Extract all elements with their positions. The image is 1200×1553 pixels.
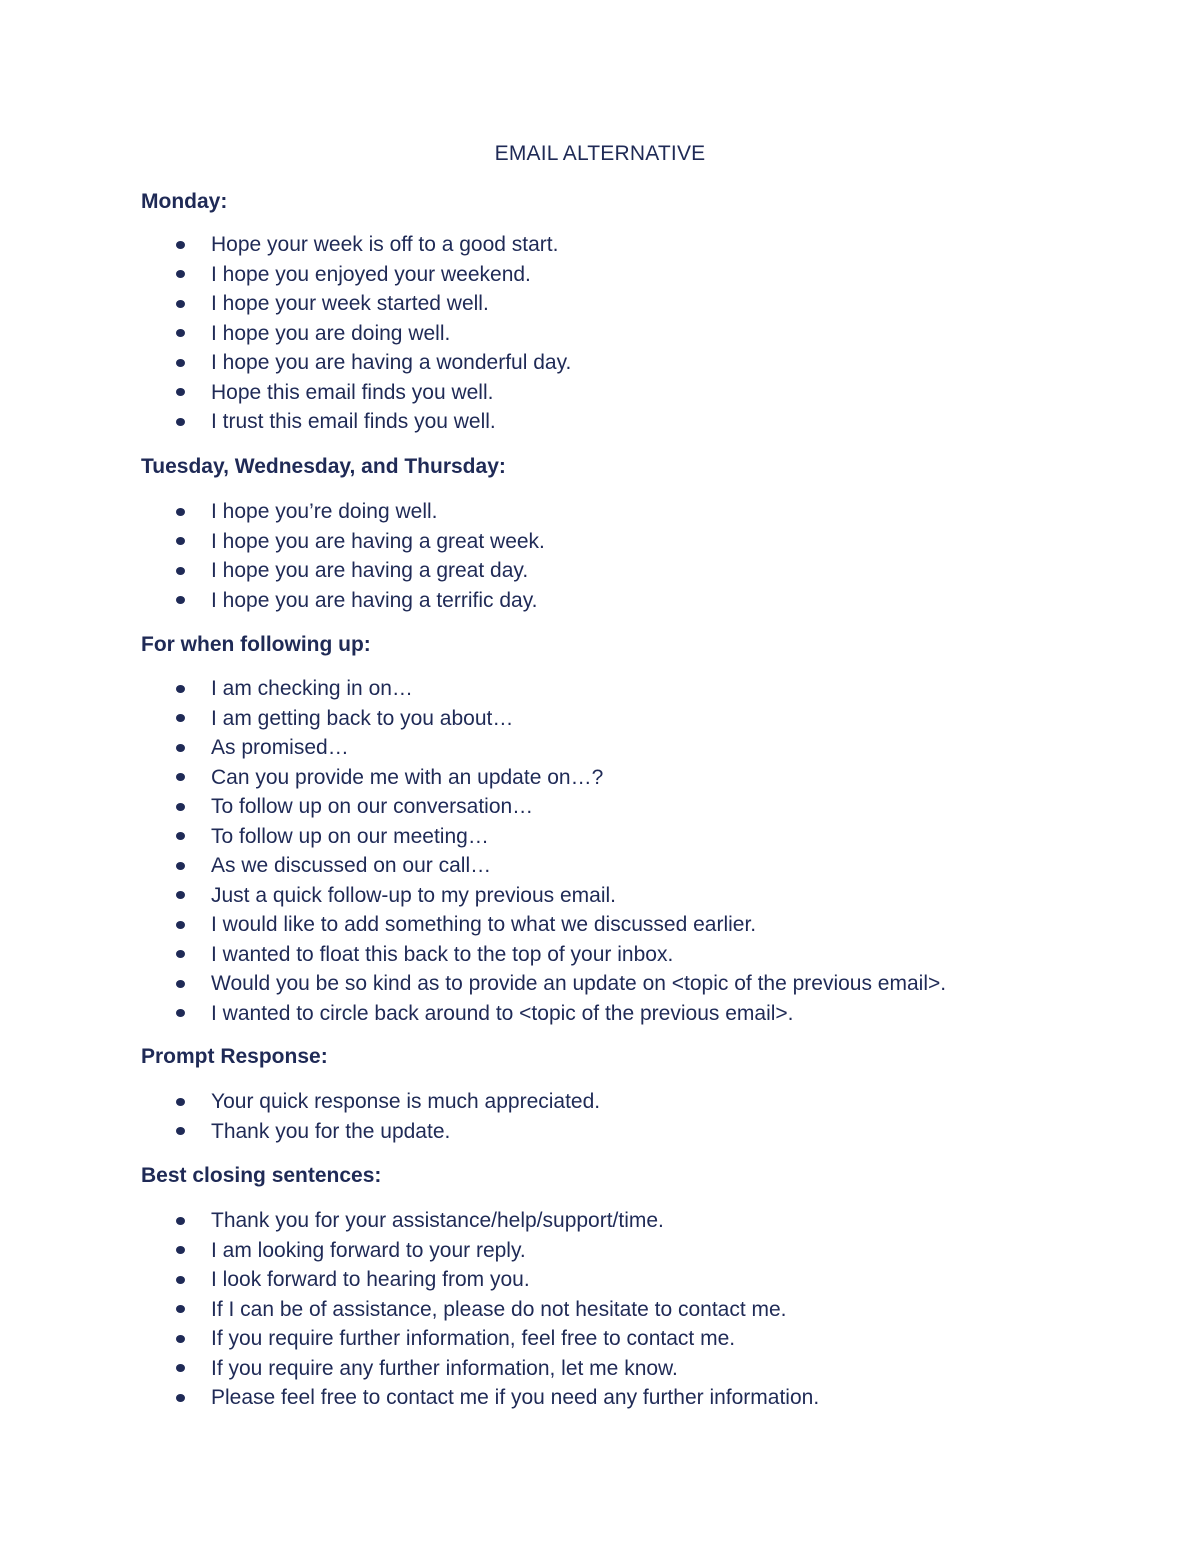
list-item (141, 1117, 600, 1147)
list-item-text: I hope you are having a wonderful day. (211, 351, 572, 374)
list-item-text: I hope you are having a great week. (211, 529, 545, 553)
list-prompt-response (141, 1087, 600, 1146)
list-item-text: I am getting back to you about… (211, 706, 514, 730)
bullet-icon (176, 1394, 185, 1402)
list-item-text: I am checking in on… (211, 677, 413, 700)
bullet-icon (176, 329, 185, 337)
list-item (141, 1324, 819, 1354)
section-heading-prompt-response: Prompt Response: (141, 1045, 328, 1068)
bullet-icon (176, 270, 185, 278)
bullet-icon (176, 921, 185, 929)
bullet-icon (176, 714, 185, 722)
list-item-text: I hope your week started well. (211, 292, 489, 315)
list-item-text: I trust this email finds you well. (211, 410, 496, 433)
bullet-icon (176, 1305, 185, 1313)
document-title: EMAIL ALTERNATIVE (494, 142, 706, 165)
bullet-icon (176, 418, 185, 426)
bullet-icon (176, 241, 185, 249)
list-item (141, 704, 946, 734)
bullet-icon (176, 1335, 185, 1343)
list-item-text: I am looking forward to your reply. (211, 1238, 526, 1262)
bullet-icon (176, 980, 185, 988)
list-item (141, 289, 571, 319)
list-item-text: If you require further information, feel free to contact me. (211, 1327, 736, 1350)
bullet-icon (176, 567, 185, 575)
list-followup (141, 674, 946, 1028)
section-followup (141, 631, 1101, 1025)
list-item-text: I hope you are doing well. (211, 321, 451, 345)
list-midweek (141, 497, 545, 615)
list-closing-sentences (141, 1206, 819, 1413)
list-item-text: If I can be of assistance, please do not hesitate to contact me. (211, 1297, 787, 1321)
bullet-icon (176, 832, 185, 840)
list-item-text: If you require any further information, let me know. (211, 1356, 678, 1380)
list-item (141, 999, 946, 1029)
bullet-icon (176, 537, 185, 545)
bullet-icon (176, 1127, 185, 1135)
list-item (141, 407, 571, 437)
list-item-text: Please feel free to contact me if you need any further information. (211, 1386, 820, 1409)
bullet-icon (176, 388, 185, 396)
bullet-icon (176, 596, 185, 604)
list-item-text: Thank you for the update. (211, 1119, 451, 1143)
bullet-icon (176, 1009, 185, 1017)
bullet-icon (176, 1364, 185, 1372)
list-item-text: Hope your week is off to a good start. (211, 233, 559, 256)
list-item (141, 260, 571, 290)
bullet-icon (176, 773, 185, 781)
list-item-text: To follow up on our meeting… (211, 824, 489, 848)
list-item (141, 1236, 819, 1266)
list-item (141, 674, 946, 704)
list-item-text: I look forward to hearing from you. (211, 1268, 530, 1291)
list-item (141, 230, 571, 260)
list-item-text: To follow up on our conversation… (211, 795, 534, 818)
bullet-icon (176, 803, 185, 811)
bullet-icon (176, 891, 185, 899)
list-item (141, 586, 545, 616)
list-item (141, 348, 571, 378)
list-item (141, 497, 545, 527)
list-item (141, 792, 946, 822)
section-monday (141, 188, 1101, 433)
list-item-text: I hope you’re doing well. (211, 500, 438, 523)
bullet-icon (176, 685, 185, 693)
list-item-text: I hope you are having a great day. (211, 559, 529, 582)
list-item (141, 910, 946, 940)
list-item (141, 1295, 819, 1325)
list-item-text: As we discussed on our call… (211, 854, 492, 877)
list-item (141, 763, 946, 793)
list-item-text: I hope you enjoyed your weekend. (211, 262, 531, 286)
list-item (141, 556, 545, 586)
list-item (141, 1087, 600, 1117)
list-item-text: Thank you for your assistance/help/support/time. (211, 1209, 664, 1232)
list-item-text: Hope this email finds you well. (211, 380, 494, 404)
section-heading-midweek: Tuesday, Wednesday, and Thursday: (141, 455, 506, 478)
section-prompt-response (141, 1043, 1101, 1143)
list-item-text: I wanted to float this back to the top of your inbox. (211, 942, 674, 966)
list-item (141, 319, 571, 349)
bullet-icon (176, 950, 185, 958)
list-item-text: Just a quick follow-up to my previous email. (211, 883, 616, 907)
list-item-text: I hope you are having a terrific day. (211, 588, 538, 612)
list-item (141, 1265, 819, 1295)
bullet-icon (176, 359, 185, 367)
list-item (141, 1354, 819, 1384)
section-heading-closing-sentences: Best closing sentences: (141, 1164, 382, 1187)
list-item-text: Your quick response is much appreciated. (211, 1090, 601, 1113)
list-monday (141, 230, 571, 437)
list-item (141, 881, 946, 911)
section-closing-sentences (141, 1162, 1101, 1409)
bullet-icon (176, 1098, 185, 1106)
list-item (141, 378, 571, 408)
bullet-icon (176, 744, 185, 752)
bullet-icon (176, 862, 185, 870)
list-item-text: I wanted to circle back around to <topic of the previous email>. (211, 1001, 794, 1025)
list-item-text: Can you provide me with an update on…? (211, 765, 604, 789)
bullet-icon (176, 300, 185, 308)
list-item (141, 822, 946, 852)
bullet-icon (176, 1217, 185, 1225)
section-midweek (141, 453, 1101, 612)
list-item (141, 940, 946, 970)
bullet-icon (176, 1246, 185, 1254)
list-item-text: Would you be so kind as to provide an update on <topic of the previous email>. (211, 972, 947, 995)
list-item-text: I would like to add something to what we discussed earlier. (211, 913, 757, 936)
bullet-icon (176, 1276, 185, 1284)
list-item (141, 851, 946, 881)
list-item (141, 1383, 819, 1413)
section-heading-monday: Monday: (141, 190, 228, 213)
list-item (141, 969, 946, 999)
list-item (141, 733, 946, 763)
bullet-icon (176, 508, 185, 516)
section-heading-followup: For when following up: (141, 633, 371, 656)
list-item (141, 1206, 819, 1236)
list-item-text: As promised… (211, 736, 349, 759)
list-item (141, 527, 545, 557)
